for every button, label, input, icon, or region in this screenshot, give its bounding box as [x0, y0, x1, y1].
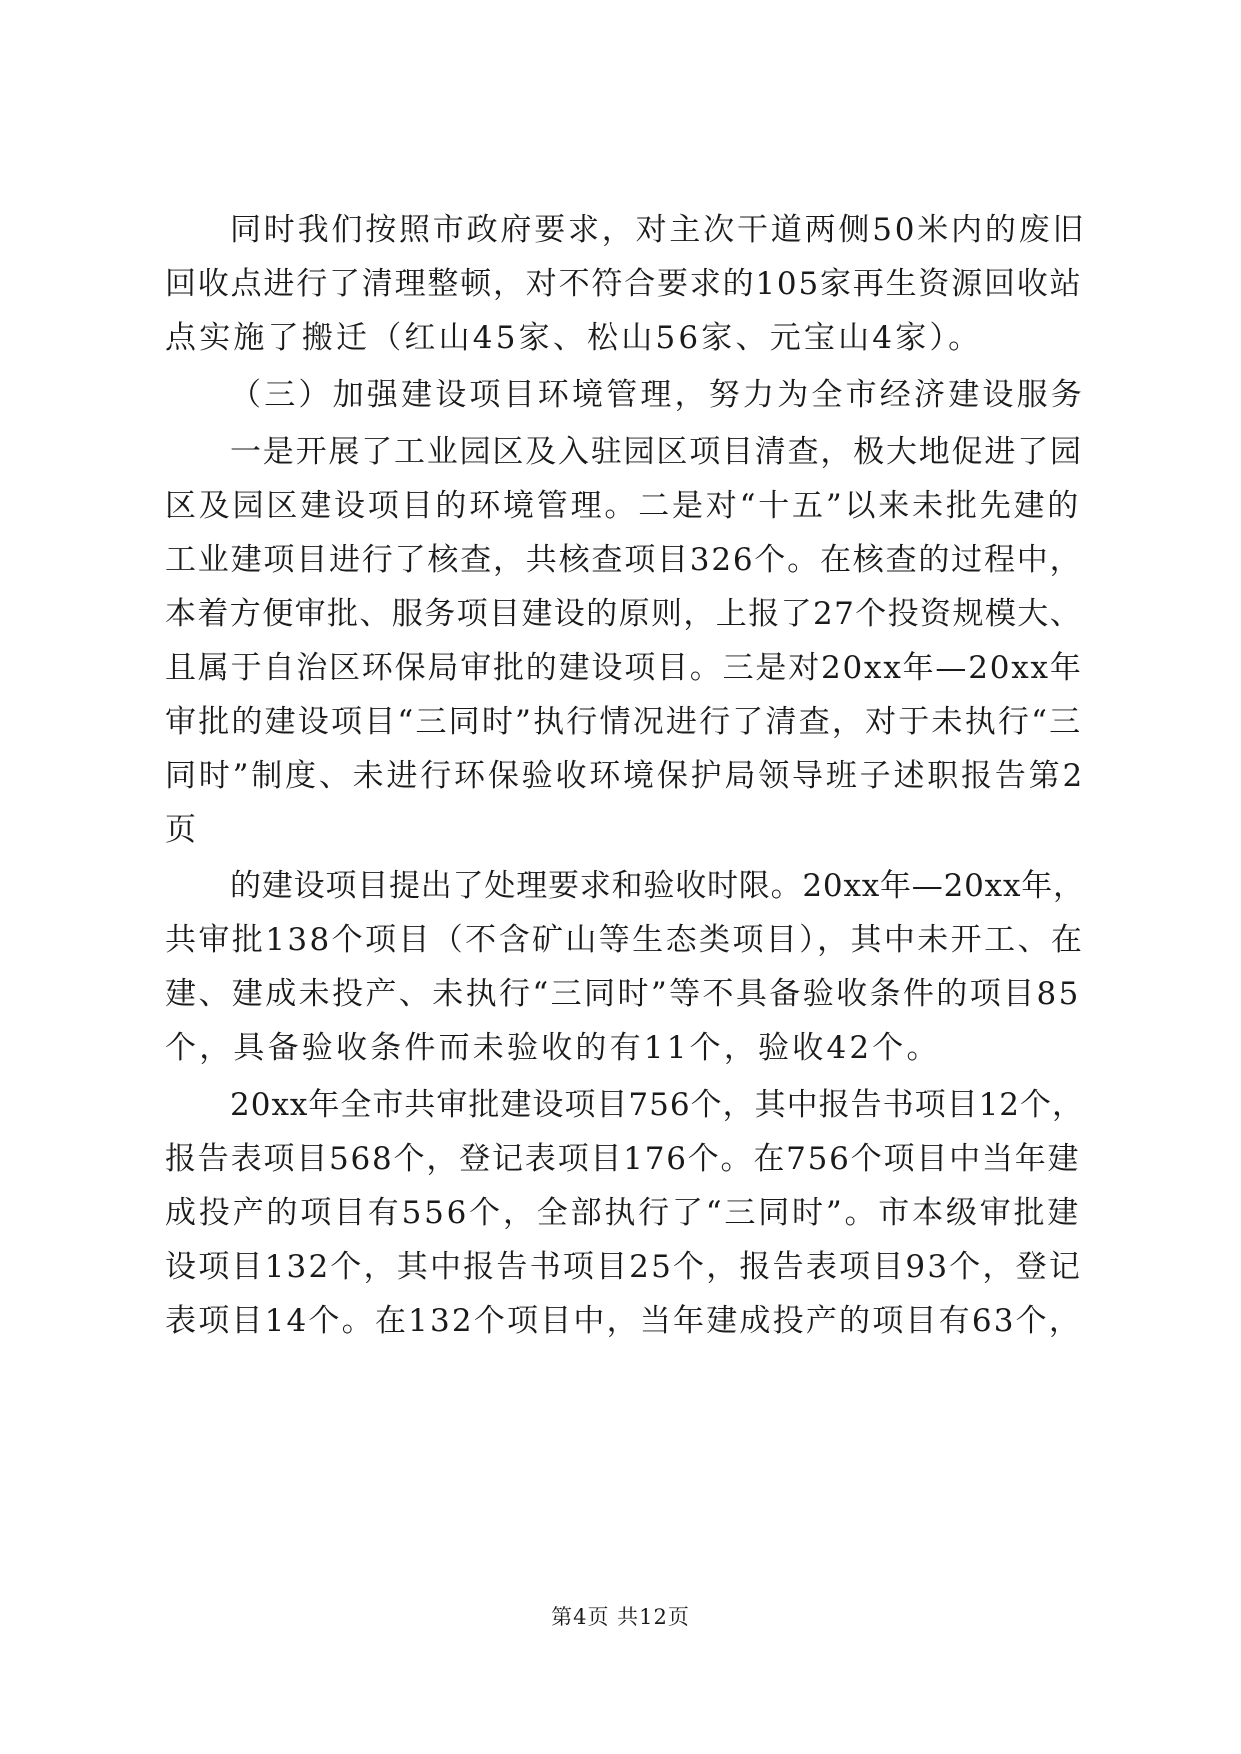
- body-text-line: 个，具备验收条件而未验收的有11个，验收42个。: [165, 1030, 941, 1066]
- body-text-line: 点实施了搬迁（红山45家、松山56家、元宝山4家）。: [165, 320, 983, 356]
- body-text-line: 20xx年全市共审批建设项目756个，其中报告书项目12个，: [230, 1087, 1085, 1123]
- body-text-line: 审批的建设项目“三同时”执行情况进行了清查，对于未执行“三: [165, 704, 1083, 740]
- body-text-line: 报告表项目568个，登记表项目176个。在756个项目中当年建: [165, 1141, 1081, 1177]
- body-text-line: 同时我们按照市政府要求，对主次干道两侧50米内的废旧: [230, 212, 1087, 248]
- body-text-line: 同时”制度、未进行环保验收环境保护局领导班子述职报告第2: [165, 758, 1085, 794]
- section-heading: （三）加强建设项目环境管理，努力为全市经济建设服务: [230, 377, 1085, 413]
- page-number-footer: 第4页 共12页: [551, 1605, 690, 1629]
- body-text-line: 页: [165, 812, 200, 848]
- body-text-line: 设项目132个，其中报告书项目25个，报告表项目93个，登记: [165, 1249, 1083, 1285]
- body-text-line: 本着方便审批、服务项目建设的原则，上报了27个投资规模大、: [165, 596, 1083, 632]
- body-text-line: 区及园区建设项目的环境管理。二是对“十五”以来未批先建的: [165, 488, 1082, 524]
- body-text-line: 且属于自治区环保局审批的建设项目。三是对20xx年—20xx年: [165, 650, 1083, 686]
- body-text-line: 成投产的项目有556个，全部执行了“三同时”。市本级审批建: [165, 1195, 1082, 1231]
- body-text-line: 表项目14个。在132个项目中，当年建成投产的项目有63个，: [165, 1303, 1083, 1339]
- body-text-line: 共审批138个项目（不含矿山等生态类项目），其中未开工、在: [165, 922, 1085, 958]
- body-text-line: 建、建成未投产、未执行“三同时”等不具备验收条件的项目85: [165, 976, 1081, 1012]
- body-text-line: 工业建项目进行了核查，共核查项目326个。在核查的过程中，: [165, 542, 1083, 578]
- body-text-line: 一是开展了工业园区及入驻园区项目清查，极大地促进了园: [230, 434, 1083, 470]
- body-text-line: 回收点进行了清理整顿，对不符合要求的105家再生资源回收站: [165, 266, 1083, 302]
- body-text-line: 的建设项目提出了处理要求和验收时限。20xx年—20xx年，: [230, 868, 1085, 904]
